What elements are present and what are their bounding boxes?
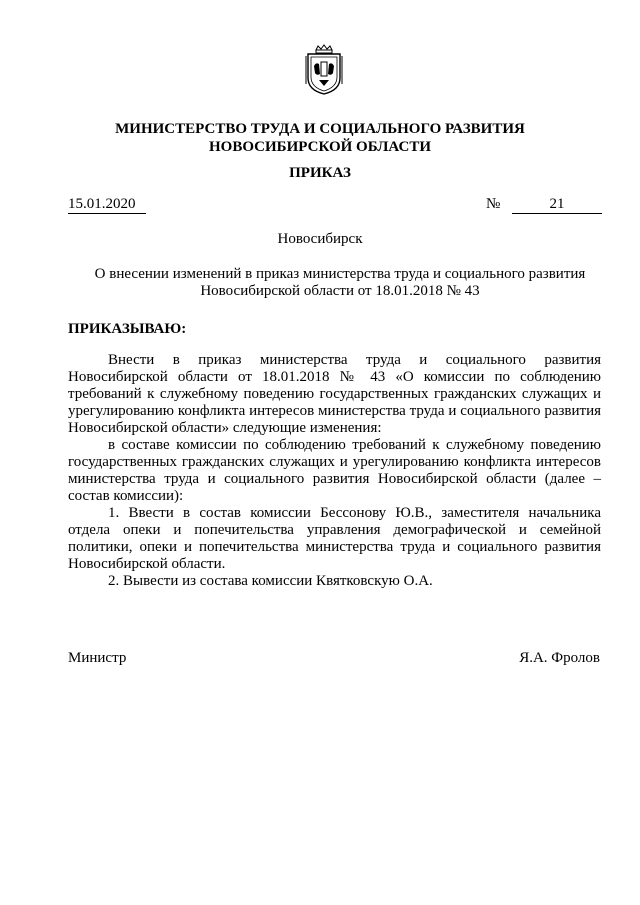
order-word: ПРИКАЗЫВАЮ:: [68, 321, 187, 337]
document-body: [68, 352, 601, 590]
document-date: 15.01.2020: [68, 195, 146, 214]
organization-name-line2: НОВОСИБИРСКОЙ ОБЛАСТИ: [208, 139, 432, 155]
city: Новосибирск: [277, 231, 363, 247]
paragraph: 2. Вывести из состава комиссии Квятковскую О.А.: [108, 573, 433, 589]
organization-name-line1: МИНИСТЕРСТВО ТРУДА И СОЦИАЛЬНОГО РАЗВИТИЯ: [115, 121, 525, 137]
paragraph: в составе комиссии по соблюдению требований к служебному поведению государственных гражданских служащих и урегулированию конфликта интересов министерства труда и социального развития Новосибирской области (далее – состав комиссии):: [68, 437, 601, 504]
document-type: ПРИКАЗ: [289, 165, 351, 181]
signature-name: Я.А. Фролов: [519, 650, 600, 666]
coat-of-arms-icon: [302, 44, 346, 96]
number-label: №: [486, 196, 501, 212]
document-subject: О внесении изменений в приказ министерства труда и социального развития Новосибирской области от 18.01.2018 № 43: [94, 266, 586, 299]
paragraph: 1. Ввести в состав комиссии Бессонову Ю.В., заместителя начальника отдела опеки и попечительства управления демографической и семейной политики, опеки и попечительства министерства труда и социального развития Новосибирской области.: [68, 505, 601, 572]
paragraph: Внести в приказ министерства труда и социального развития Новосибирской области от 18.01.2018 № 43 «О комиссии по соблюдению требований к служебному поведению государственных гражданских служащих и урегулированию конфликта интересов министерства труда и социального развития Новосибирской области» следующие изменения:: [68, 352, 601, 436]
document-number: 21: [512, 195, 602, 214]
signature-title: Министр: [68, 650, 127, 666]
